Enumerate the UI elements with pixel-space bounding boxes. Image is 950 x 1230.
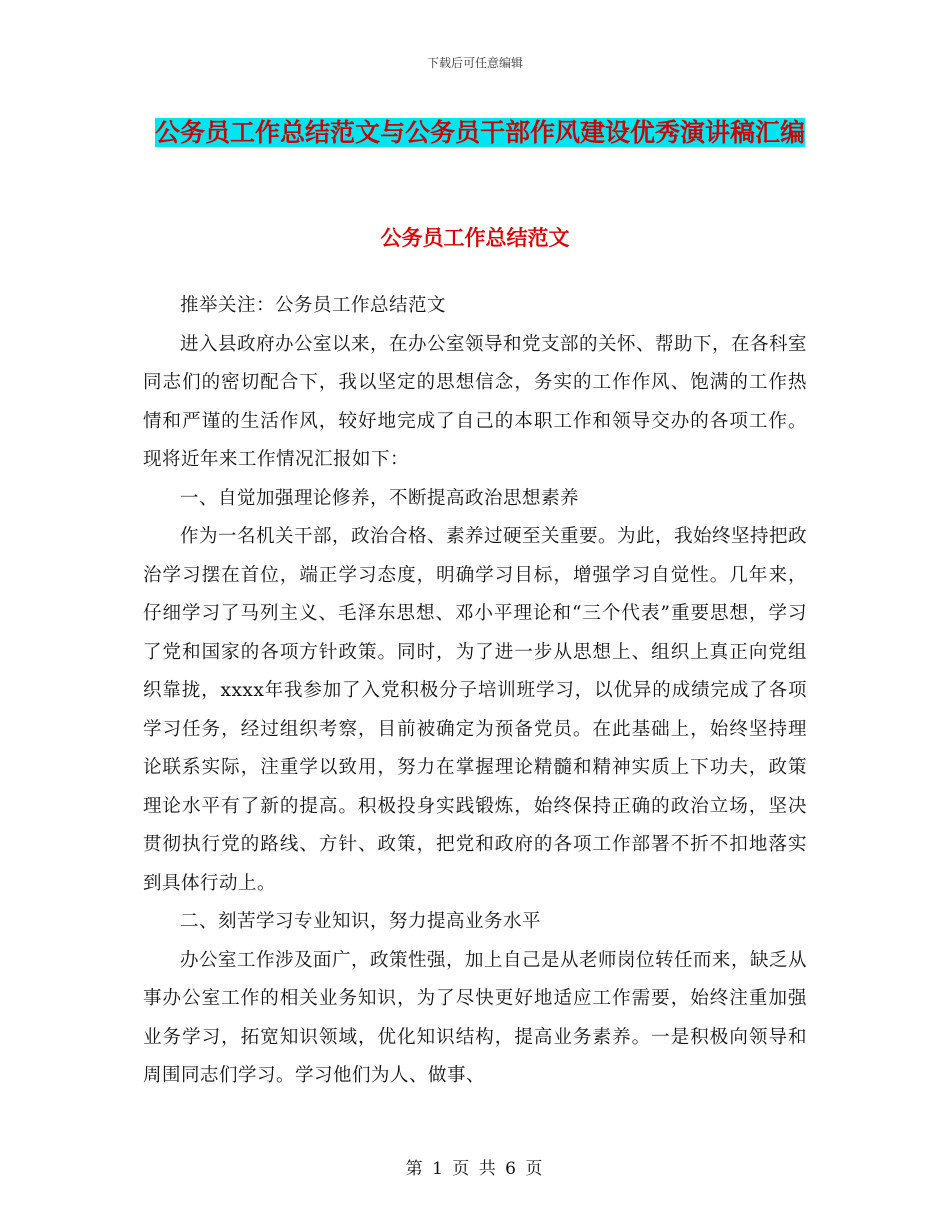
paragraph: 办公室工作涉及面广，政策性强，加上自己是从老师岗位转任而来，缺乏从事办公室工作的相关业务知识，为了尽快更好地适应工作需要，始终注重加强业务学习，拓宽知识领域，优化知识结构，提高业务素养。一是积极向领导和周围同志们学习。学习他们为人、做事、: [143, 949, 808, 1086]
page-footer: 第 1 页 共 6 页: [405, 1159, 545, 1179]
page-header: 下载后可任意编辑: [426, 56, 523, 70]
document-title: [140, 108, 820, 158]
paragraph: 推举关注：公务员工作总结范文: [180, 295, 447, 316]
section-title: 公务员工作总结范文: [380, 226, 570, 250]
paragraph: 二、刻苦学习专业知识，努力提高业务水平: [180, 911, 542, 932]
paragraph: 作为一名机关干部，政治合格、素养过硬至关重要。为此，我始终坚持把政治学习摆在首位，端正学习态度，明确学习目标，增强学习自觉性。几年来，仔细学习了马列主义、毛泽东思想、邓小平理论和“三个代表”重要思想，学习了党和国家的各项方针政策。同时，为了进一步从思想上、组织上真正向党组织靠拢，xxxx年我参加了入党积极分子培训班学习，以优异的成绩完成了各项学习任务，经过组织考察，目前被确定为预备党员。在此基础上，始终坚持理论联系实际，注重学以致用，努力在掌握理论精髓和精神实质上下功夫，政策理论水平有了新的提高。积极投身实践锻炼，始终保持正确的政治立场，坚决贯彻执行党的路线、方针、政策，把党和政府的各项工作部署不折不扣地落实到具体行动上。: [143, 526, 808, 894]
document-title-text: 公务员工作总结范文与公务员干部作风建设优秀演讲稿汇编: [154, 118, 805, 147]
paragraph: 一、自觉加强理论修养，不断提高政治思想素养: [180, 487, 580, 509]
body-text: [143, 287, 807, 1096]
paragraph: 进入县政府办公室以来，在办公室领导和党支部的关怀、帮助下，在各科室同志们的密切配合下，我以坚定的思想信念，务实的工作作风、饱满的工作热情和严谨的生活作风，较好地完成了自己的本职工作和领导交办的各项工作。现将近年来工作情况汇报如下：: [143, 333, 808, 470]
